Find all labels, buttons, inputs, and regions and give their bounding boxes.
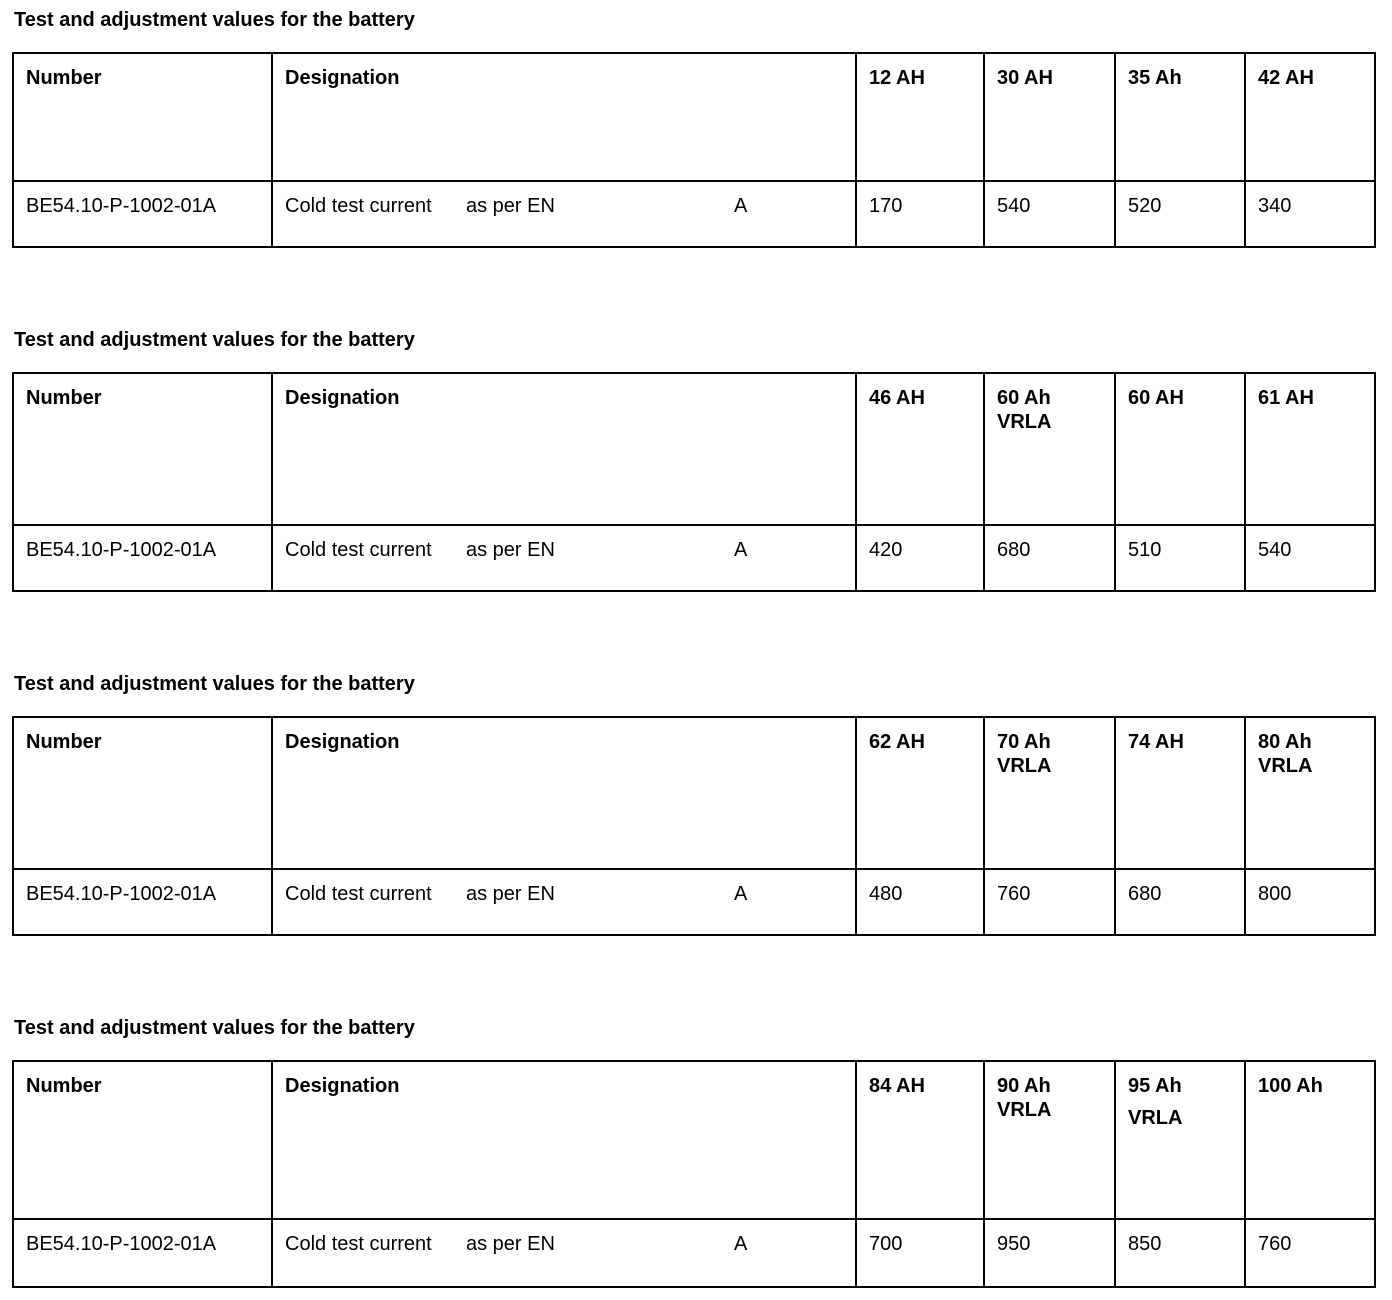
- capacity-label: 46 AH: [869, 387, 925, 409]
- number-cell: BE54.10-P-1002-01A: [13, 1219, 272, 1287]
- capacity-header: [1115, 373, 1245, 525]
- battery-type-label: VRLA: [997, 411, 1052, 433]
- value-cell: 760: [984, 869, 1115, 935]
- number-header: Number: [13, 373, 272, 525]
- designation-cell: [272, 181, 856, 247]
- designation-text: Cold test current: [285, 1233, 432, 1255]
- standard-text: as per EN: [466, 883, 555, 905]
- capacity-label: 70 Ah: [997, 731, 1051, 753]
- capacity-label: 100 Ah: [1258, 1075, 1323, 1097]
- unit-text: A: [734, 195, 748, 217]
- capacity-header: [1115, 717, 1245, 869]
- capacity-header: [1115, 53, 1245, 181]
- capacity-header: [984, 373, 1115, 525]
- value-cell: 850: [1115, 1219, 1245, 1287]
- number-header: Number: [13, 717, 272, 869]
- capacity-label: 62 AH: [869, 731, 925, 753]
- value-cell: 170: [856, 181, 984, 247]
- standard-text: as per EN: [466, 539, 555, 561]
- capacity-label: 84 AH: [869, 1075, 925, 1097]
- standard-text: as per EN: [466, 195, 555, 217]
- battery-type-label: VRLA: [1258, 755, 1313, 777]
- value-cell: 340: [1245, 181, 1375, 247]
- capacity-label: 12 AH: [869, 67, 925, 89]
- section-title: Test and adjustment values for the battery: [14, 9, 415, 31]
- capacity-label: 35 Ah: [1128, 67, 1182, 89]
- standard-text: as per EN: [466, 1233, 555, 1255]
- section-title: Test and adjustment values for the battery: [14, 1017, 415, 1039]
- value-cell: 520: [1115, 181, 1245, 247]
- unit-text: A: [734, 539, 748, 561]
- battery-values-table: [12, 52, 1376, 248]
- capacity-label: 74 AH: [1128, 731, 1184, 753]
- capacity-label: 60 AH: [1128, 387, 1184, 409]
- capacity-label: 80 Ah: [1258, 731, 1312, 753]
- designation-cell: [272, 869, 856, 935]
- value-cell: 540: [984, 181, 1115, 247]
- designation-header: Designation: [272, 717, 856, 869]
- capacity-label: 42 AH: [1258, 67, 1314, 89]
- designation-cell: [272, 1219, 856, 1287]
- value-cell: 480: [856, 869, 984, 935]
- battery-type-label: VRLA: [997, 755, 1052, 777]
- capacity-label: 30 AH: [997, 67, 1053, 89]
- table-row: [13, 869, 1375, 935]
- header-row: [13, 1061, 1375, 1219]
- battery-values-table: [12, 716, 1376, 936]
- capacity-header: [856, 53, 984, 181]
- number-cell: BE54.10-P-1002-01A: [13, 869, 272, 935]
- capacity-header: [1245, 373, 1375, 525]
- designation-header: Designation: [272, 53, 856, 181]
- capacity-label: 60 Ah: [997, 387, 1051, 409]
- battery-type-label: VRLA: [997, 1099, 1052, 1121]
- value-cell: 680: [1115, 869, 1245, 935]
- designation-header: Designation: [272, 1061, 856, 1219]
- value-cell: 800: [1245, 869, 1375, 935]
- designation-header: Designation: [272, 373, 856, 525]
- designation-text: Cold test current: [285, 883, 432, 905]
- capacity-header: [1115, 1061, 1245, 1219]
- value-cell: 510: [1115, 525, 1245, 591]
- value-cell: 950: [984, 1219, 1115, 1287]
- capacity-label: 61 AH: [1258, 387, 1314, 409]
- number-header: Number: [13, 53, 272, 181]
- capacity-header: [984, 1061, 1115, 1219]
- unit-text: A: [734, 1233, 748, 1255]
- number-cell: BE54.10-P-1002-01A: [13, 525, 272, 591]
- battery-values-table: [12, 372, 1376, 592]
- value-cell: 700: [856, 1219, 984, 1287]
- capacity-header: [856, 373, 984, 525]
- designation-text: Cold test current: [285, 195, 432, 217]
- header-row: [13, 373, 1375, 525]
- header-row: [13, 53, 1375, 181]
- section-title: Test and adjustment values for the battery: [14, 673, 415, 695]
- value-cell: 680: [984, 525, 1115, 591]
- capacity-label: 95 Ah: [1128, 1075, 1182, 1097]
- section-title: Test and adjustment values for the battery: [14, 329, 415, 351]
- table-row: [13, 181, 1375, 247]
- number-header: Number: [13, 1061, 272, 1219]
- designation-cell: [272, 525, 856, 591]
- capacity-label: 90 Ah: [997, 1075, 1051, 1097]
- capacity-header: [856, 717, 984, 869]
- capacity-header: [1245, 1061, 1375, 1219]
- battery-type-label: VRLA: [1128, 1107, 1183, 1129]
- value-cell: 540: [1245, 525, 1375, 591]
- header-row: [13, 717, 1375, 869]
- capacity-header: [856, 1061, 984, 1219]
- designation-text: Cold test current: [285, 539, 432, 561]
- value-cell: 760: [1245, 1219, 1375, 1287]
- unit-text: A: [734, 883, 748, 905]
- capacity-header: [984, 53, 1115, 181]
- table-row: [13, 1219, 1375, 1287]
- capacity-header: [1245, 717, 1375, 869]
- battery-values-table: [12, 1060, 1376, 1288]
- number-cell: BE54.10-P-1002-01A: [13, 181, 272, 247]
- value-cell: 420: [856, 525, 984, 591]
- capacity-header: [984, 717, 1115, 869]
- capacity-header: [1245, 53, 1375, 181]
- table-row: [13, 525, 1375, 591]
